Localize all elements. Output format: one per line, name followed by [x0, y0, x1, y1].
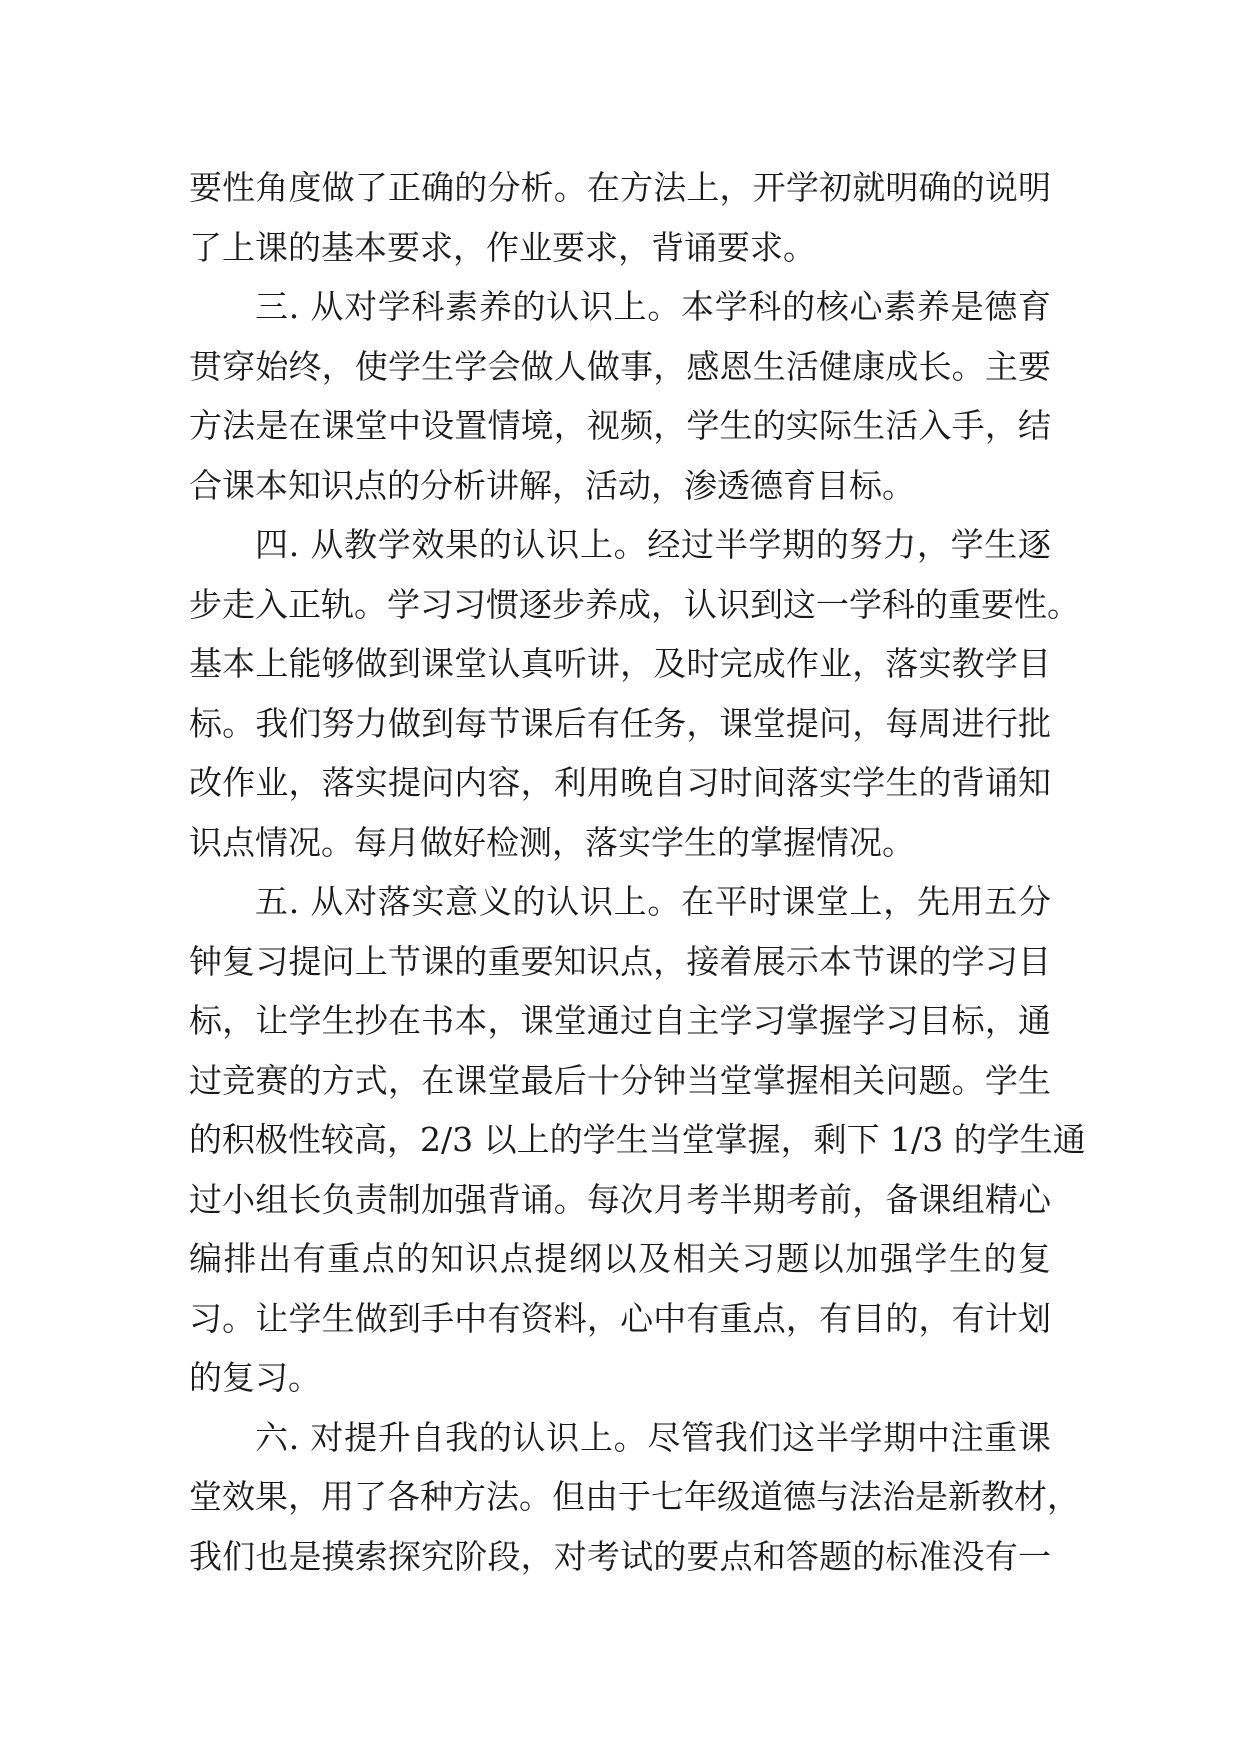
text-line: 要性角度做了正确的分析。在方法上，开学初就明确的说明: [189, 168, 1051, 207]
paragraph-4: [189, 872, 1086, 1408]
paragraph-3: [189, 515, 1080, 872]
paragraph-2: [189, 277, 1051, 515]
text-line: 的积极性较高，2/3 以上的学生当堂掌握，剩下 1/3 的学生通: [189, 1120, 1086, 1159]
text-line: 堂效果，用了各种方法。但由于七年级道德与法治是新教材，: [189, 1477, 1080, 1516]
text-line: 步走入正轨。学习习惯逐步养成，认识到这一学科的重要性。: [189, 584, 1080, 624]
text-line: 基本上能够做到课堂认真听讲，及时完成作业，落实教学目: [189, 644, 1051, 683]
text-line: 六. 对提升自我的认识上。尽管我们这半学期中注重课: [255, 1417, 1051, 1457]
document-body: [189, 158, 1086, 1586]
text-line: 过小组长负责制加强背诵。每次月考半期考前，备课组精心: [189, 1179, 1051, 1219]
text-line: 标，让学生抄在书本，课堂通过自主学习掌握学习目标，通: [189, 1001, 1051, 1040]
text-line: 钟复习提问上节课的重要知识点，接着展示本节课的学习目: [189, 941, 1051, 981]
text-line: 五. 从对落实意义的认识上。在平时课堂上，先用五分: [255, 882, 1051, 921]
text-line: 方法是在课堂中设置情境，视频，学生的实际生活入手，结: [189, 406, 1051, 445]
text-line: 标。我们努力做到每节课后有任务，课堂提问，每周进行批: [189, 703, 1051, 743]
text-line: 三. 从对学科素养的认识上。本学科的核心素养是德育: [255, 287, 1051, 326]
paragraph-1: [189, 158, 1051, 277]
text-line: 识点情况。每月做好检测，落实学生的掌握情况。: [189, 822, 915, 862]
text-line: 了上课的基本要求，作业要求，背诵要求。: [189, 227, 816, 267]
text-line: 改作业，落实提问内容，利用晚自习时间落实学生的背诵知: [189, 763, 1051, 802]
text-line: 的复习。: [189, 1358, 321, 1397]
text-line: 合课本知识点的分析讲解，活动，渗透德育目标。: [189, 465, 915, 505]
text-line: 习。让学生做到手中有资料，心中有重点，有目的，有计划: [189, 1298, 1051, 1338]
text-line: 过竞赛的方式，在课堂最后十分钟当堂掌握相关问题。学生: [189, 1060, 1051, 1100]
paragraph-5: [189, 1408, 1080, 1587]
text-line: 贯穿始终，使学生学会做人做事，感恩生活健康成长。主要: [189, 346, 1051, 386]
text-line: 四. 从教学效果的认识上。经过半学期的努力，学生逐: [255, 525, 1051, 564]
text-line: 我们也是摸索探究阶段，对考试的要点和答题的标准没有一: [189, 1536, 1051, 1576]
text-line: 编排出有重点的知识点提纲以及相关习题以加强学生的复: [189, 1239, 1051, 1278]
